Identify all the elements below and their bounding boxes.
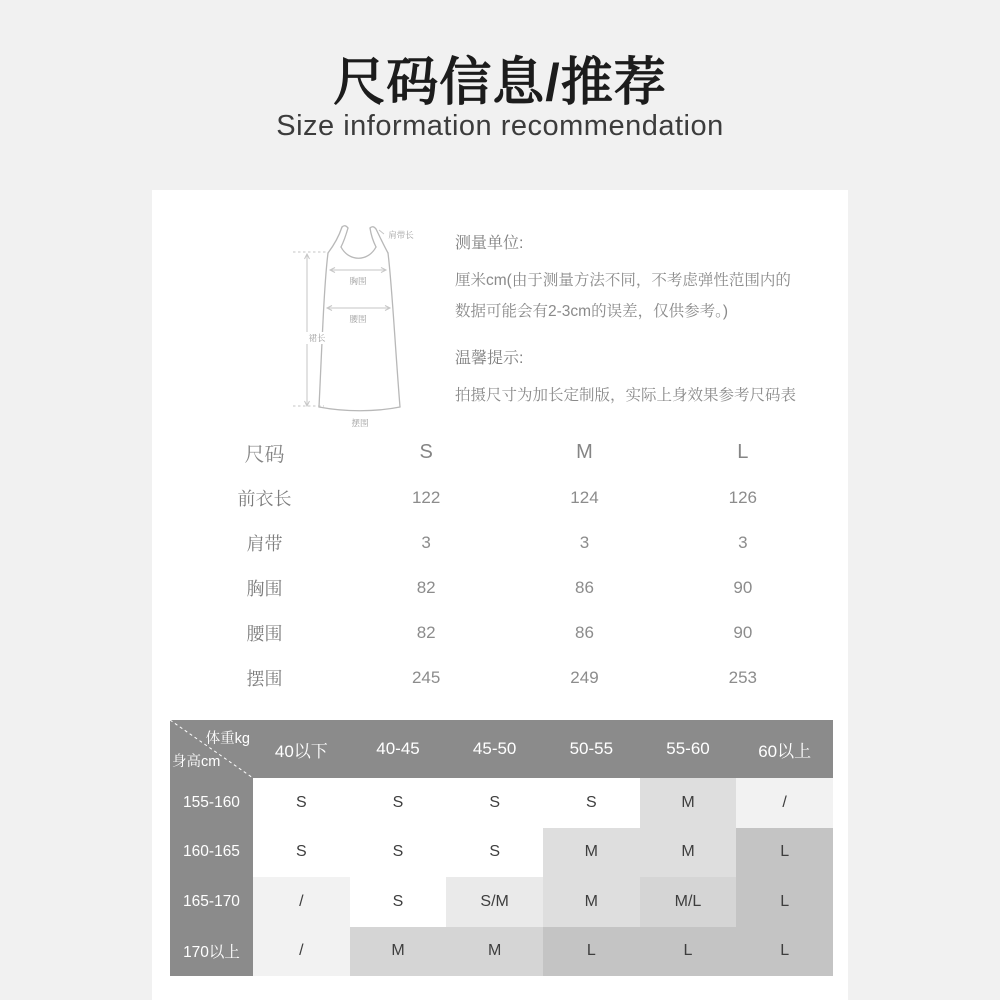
size-col-header-M: M <box>576 441 593 463</box>
reco-size-cell: S <box>350 778 447 828</box>
reco-size-cell: S <box>253 828 350 878</box>
size-value: 249 <box>570 667 599 687</box>
reco-table-body <box>170 778 833 976</box>
size-table-header <box>182 430 822 475</box>
reco-size-cell: S <box>446 778 543 828</box>
size-table-row <box>182 610 822 655</box>
size-value: 86 <box>575 622 594 642</box>
corner-weight-label: 体重kg <box>205 731 250 747</box>
size-table-row <box>182 655 822 700</box>
height-row-label: 155-160 <box>170 778 253 828</box>
size-row-label: 肩带 <box>246 533 283 554</box>
height-row-label: 160-165 <box>170 828 253 878</box>
reco-size-cell: L <box>543 927 640 977</box>
waist-label: 腰围 <box>349 314 367 324</box>
weight-col-header: 50-55 <box>543 720 640 778</box>
reco-size-cell: L <box>640 927 737 977</box>
tip-title: 温馨提示: <box>455 350 524 367</box>
reco-size-cell: M/L <box>640 877 737 927</box>
reco-size-cell: M <box>543 828 640 878</box>
reco-size-cell: L <box>736 877 833 927</box>
reco-size-cell: S <box>350 828 447 878</box>
size-table-row <box>182 475 822 520</box>
content-card <box>152 190 848 1000</box>
reco-size-cell: S <box>446 828 543 878</box>
hem-label: 摆围 <box>351 418 369 428</box>
size-col-header-S: S <box>419 441 433 463</box>
skirt-length-label: 裙长 <box>308 333 326 343</box>
weight-col-header: 60以上 <box>736 720 833 778</box>
height-row-label: 170以上 <box>170 927 253 977</box>
size-value: 82 <box>416 622 436 642</box>
bust-label: 胸围 <box>349 276 367 286</box>
reco-size-cell: S <box>350 877 447 927</box>
reco-corner-cell <box>170 720 253 778</box>
page-subtitle: Size information recommendation <box>276 110 724 142</box>
reco-size-cell: S <box>253 778 350 828</box>
weight-col-header: 40-45 <box>350 720 447 778</box>
corner-height-label: 身高cm <box>172 754 221 770</box>
size-value: 253 <box>728 667 757 687</box>
size-value: 124 <box>570 487 599 507</box>
weight-col-header: 55-60 <box>640 720 737 778</box>
reco-size-cell: M <box>543 877 640 927</box>
weight-col-header: 45-50 <box>446 720 543 778</box>
reco-table-header <box>170 720 833 778</box>
size-value: 86 <box>575 577 594 597</box>
size-col-header-L: L <box>737 441 749 463</box>
reco-size-cell: M <box>446 927 543 977</box>
size-value: 82 <box>416 577 436 597</box>
reco-size-cell: S/M <box>446 877 543 927</box>
reco-size-cell: L <box>736 927 833 977</box>
size-recommendation-table <box>170 720 833 976</box>
size-row-label: 腰围 <box>246 623 283 644</box>
reco-size-cell: M <box>640 778 737 828</box>
size-row-label: 摆围 <box>246 668 283 689</box>
reco-size-cell: S <box>543 778 640 828</box>
size-value: 3 <box>421 532 431 552</box>
size-table <box>182 430 822 700</box>
size-value: 126 <box>728 487 757 507</box>
diagram-labels <box>308 230 414 428</box>
unit-line2: 数据可能会有2-3cm的误差，仅供参考。) <box>455 303 728 320</box>
size-table-row <box>182 565 822 610</box>
size-value: 90 <box>733 622 753 642</box>
size-table-row <box>182 520 822 565</box>
measure-arrows <box>293 230 390 406</box>
unit-title: 测量单位: <box>455 235 524 252</box>
reco-size-cell: / <box>253 927 350 977</box>
page-title: 尺码信息/推荐 <box>333 54 667 112</box>
tip-line1: 拍摄尺寸为加长定制版，实际上身效果参考尺码表 <box>455 387 797 404</box>
size-value: 245 <box>411 667 441 687</box>
height-row-label: 165-170 <box>170 877 253 927</box>
size-value: 122 <box>411 487 441 507</box>
reco-size-cell: M <box>640 828 737 878</box>
size-table-body <box>182 475 822 700</box>
reco-size-cell: M <box>350 927 447 977</box>
size-value: 3 <box>738 532 748 552</box>
dress-diagram <box>280 205 440 435</box>
reco-size-cell: / <box>253 877 350 927</box>
reco-size-cell: L <box>736 828 833 878</box>
size-col-header: 尺码 <box>244 444 285 466</box>
strap-length-label: 肩带长 <box>388 230 414 240</box>
reco-size-cell: / <box>736 778 833 828</box>
size-row-label: 胸围 <box>246 578 283 599</box>
size-row-label: 前衣长 <box>237 488 292 509</box>
size-value: 90 <box>733 577 753 597</box>
measurement-notes <box>455 230 855 411</box>
size-value: 3 <box>579 532 590 552</box>
weight-col-header: 40以下 <box>253 720 350 778</box>
unit-line1: 厘米cm(由于测量方法不同，不考虑弹性范围内的 <box>455 272 791 289</box>
